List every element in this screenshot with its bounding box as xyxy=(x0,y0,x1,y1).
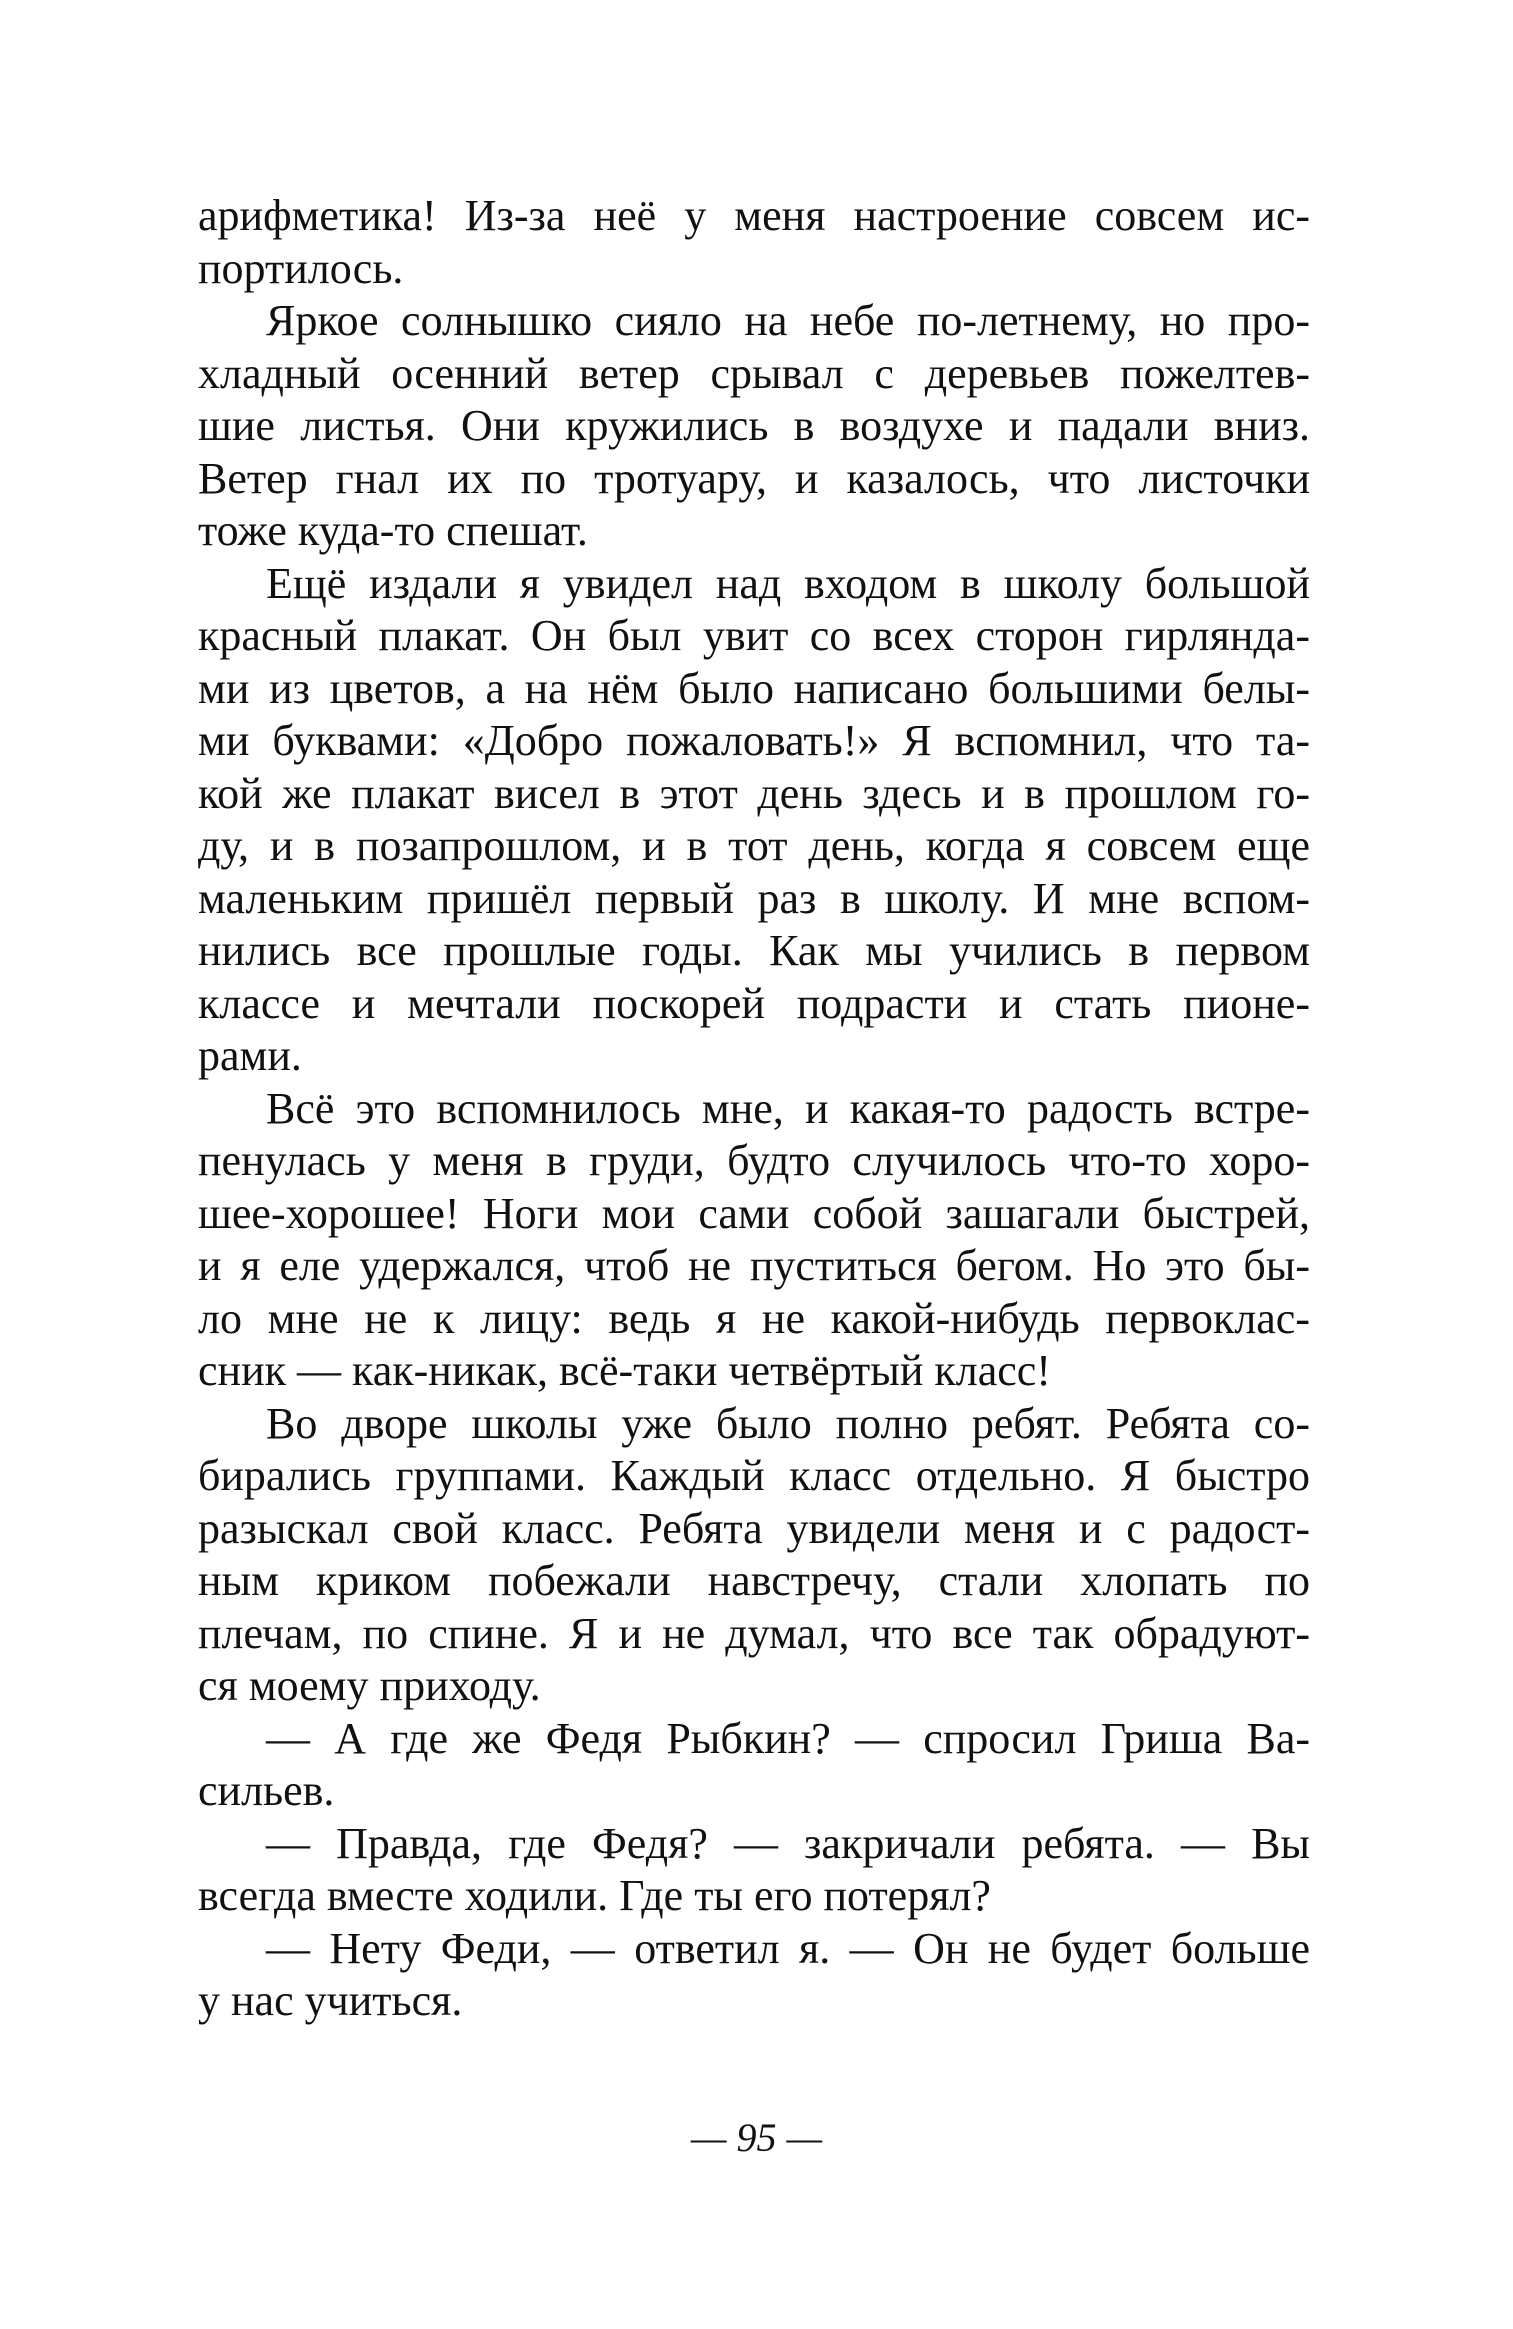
text-line: у нас учиться. xyxy=(198,1976,463,2025)
text-line: хладный осенний ветер срывал с деревьев пожелтев- xyxy=(198,348,1310,398)
text-line: всегда вместе ходили. Где ты его потерял? xyxy=(198,1871,991,1920)
text-line: Ещё издали я увидел над входом в школу большой xyxy=(266,558,1310,608)
text-line: сильев. xyxy=(198,1766,335,1815)
text-line: тоже куда-то спешат. xyxy=(198,506,588,555)
body-text xyxy=(198,190,1310,2028)
text-line: ми из цветов, а на нём было написано большими белы- xyxy=(198,663,1310,713)
text-line: арифметика! Из-за неё у меня настроение совсем ис- xyxy=(198,191,1310,240)
text-line: портилось. xyxy=(198,243,404,293)
text-line: сник — как-никак, всё-таки четвёртый класс! xyxy=(198,1346,1051,1395)
text-line: — Правда, где Федя? — закричали ребята. — Вы xyxy=(266,1818,1310,1868)
page-number: — 95 — xyxy=(690,2115,823,2160)
text-line: Ветер гнал их по тротуару, и казалось, что листочки xyxy=(198,453,1310,503)
text-line: пенулась у меня в груди, будто случилось что-то хоро- xyxy=(198,1136,1310,1185)
text-line: ным криком побежали навстречу, стали хлопать по xyxy=(198,1556,1310,1605)
text-line: — А где же Федя Рыбкин? — спросил Гриша Ва- xyxy=(266,1713,1310,1763)
text-line: красный плакат. Он был увит со всех сторон гирлянда- xyxy=(198,611,1310,660)
text-line: ло мне не к лицу: ведь я не какой-нибудь первоклас- xyxy=(198,1293,1310,1343)
text-line: разыскал свой класс. Ребята увидели меня и с радост- xyxy=(198,1503,1310,1553)
text-line: ся моему приходу. xyxy=(198,1661,541,1710)
text-line: кой же плакат висел в этот день здесь и в прошлом го- xyxy=(198,768,1310,818)
text-line: нились все прошлые годы. Как мы учились в первом xyxy=(198,926,1310,975)
text-line: классе и мечтали поскорей подрасти и стать пионе- xyxy=(198,978,1310,1028)
text-line: Всё это вспомнилось мне, и какая-то радость встре- xyxy=(266,1083,1310,1133)
text-line: Во дворе школы уже было полно ребят. Ребята со- xyxy=(266,1398,1310,1448)
text-line: Яркое солнышко сияло на небе по-летнему, но про- xyxy=(266,296,1310,345)
text-line: плечам, по спине. Я и не думал, что все так обрадуют- xyxy=(198,1608,1310,1658)
text-line: шее-хорошее! Ноги мои сами собой зашагали быстрей, xyxy=(198,1188,1310,1238)
text-line: — Нету Феди, — ответил я. — Он не будет больше xyxy=(266,1923,1310,1973)
text-line: ми буквами: «Добро пожаловать!» Я вспомнил, что та- xyxy=(198,716,1310,765)
text-line: бирались группами. Каждый класс отдельно. Я быстро xyxy=(198,1451,1310,1500)
text-line: рами. xyxy=(198,1031,302,1080)
text-line: шие листья. Они кружились в воздухе и падали вниз. xyxy=(198,401,1310,450)
text-line: и я еле удержался, чтоб не пуститься бегом. Но это бы- xyxy=(198,1241,1310,1290)
text-line: маленьким пришёл первый раз в школу. И мне вспом- xyxy=(198,873,1310,923)
text-line: ду, и в позапрошлом, и в тот день, когда я совсем еще xyxy=(198,821,1310,870)
